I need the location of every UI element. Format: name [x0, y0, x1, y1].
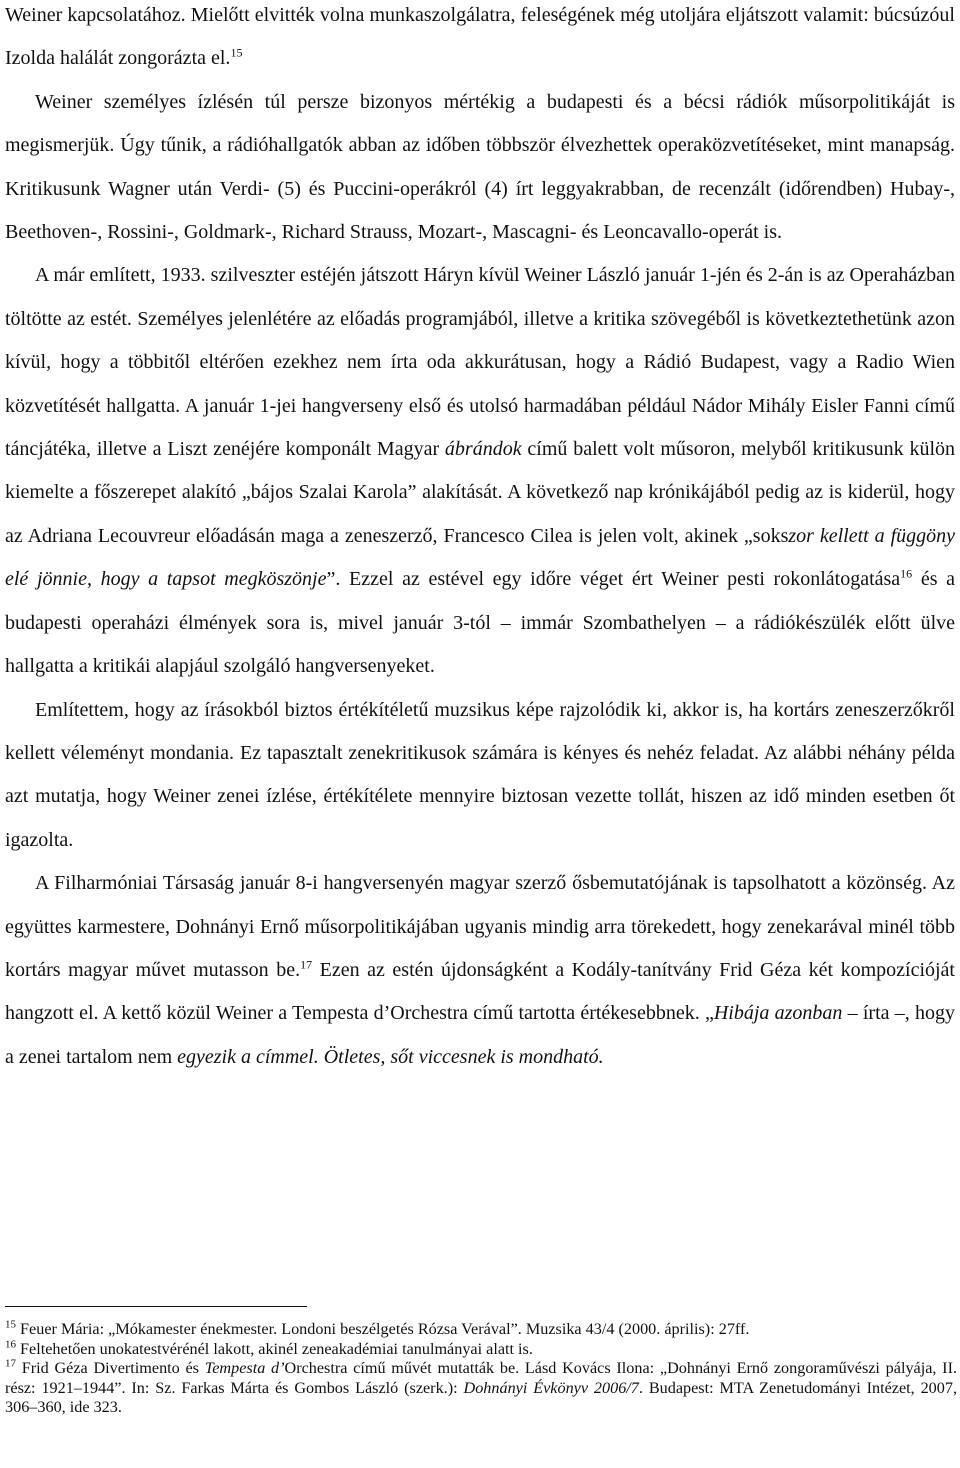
text-run: című balett volt műsoron, melyből kritikusunk külön kiemelte a főszerepet alakító „bájos Szalai Karola” alakítását. A következő nap krónikájából pedig az is kiderül, hogy az Adriana Lecouvreur előadásán maga a zeneszerző, Francesco Cilea is jelen volt, akinek „soks — [5, 438, 956, 547]
text-run: Feuer Mária: „Mókamester énekmester. Londoni beszélgetés Rózsa Verával”. Muzsika 43/4 (2000. április): 27ff. — [20, 1320, 750, 1338]
footnote-number: 16 — [5, 1338, 16, 1351]
italic-text: egyezik a címmel. Ötletes, sőt viccesnek is mondható. — [177, 1045, 604, 1068]
italic-text: zor kellett a függöny elé jönnie, hogy a tapsot megköszönje — [5, 524, 956, 591]
text-run: Ezen az estén újdonságként a Kodály-tanítvány Frid Géza két kompozícióját hangzott el. A kettő közül Weiner a Tempesta d’Orchestra című tartotta értékesebbnek. „ — [5, 958, 955, 1025]
paragraph — [5, 689, 955, 863]
footnote-number: 17 — [5, 1357, 16, 1370]
italic-text: Tempesta d’ — [204, 1359, 285, 1378]
footnote-ref: 15 — [230, 45, 243, 60]
main-text — [5, 0, 955, 1079]
text-run: Említettem, hogy az írásokból biztos értékítéletű muzsikus képe rajzolódik ki, akkor is, ha kortárs zeneszerzőkről kellett véleményt mondania. Ez tapasztalt zenekritikusok számára is kényes és nehéz feladat. Az alábbi néhány példa azt mutatja, hogy Weiner zenei ízlése, értékítélete mennyire biztosan vezette tollát, hiszen az idő minden esetben őt igazolta. — [5, 698, 955, 851]
paragraph — [5, 862, 955, 1079]
footnote-number: 15 — [5, 1318, 16, 1331]
text-run: Orchestra című művét mutatták be. Lásd Kovács Ilona: „Dohnányi Ernő zongoraművészi pályája, II. rész: 1921–1944”. In: Sz. Farkas Márta és Gombos László (szerk.): — [5, 1359, 958, 1397]
text-run: ”. Ezzel az estével egy időre véget ért Weiner pesti rokonlátogatása — [326, 568, 901, 591]
footnotes — [5, 1320, 957, 1418]
text-run: Frid Géza Divertimento és — [21, 1359, 205, 1378]
footnote — [5, 1320, 957, 1340]
text-run: Weiner kapcsolatához. Mielőtt elvitték volna munkaszolgálatra, feleségének még utoljára eljátszott valamit: búcsúzóul Izolda halálát zongorázta el. — [5, 4, 955, 70]
text-run: A már említett, 1933. szilveszter estéjén játszott Háryn kívül Weiner László január 1-jén és 2-án is az Operaházban töltötte az estét. Személyes jelenlétére az előadás programjából, illetve a kritika szövegéből is következtethetünk azon kívül, hogy a többitől eltérően ezekhez nem írta oda akkurátusan, hogy a Rádió Budapest, vagy a Radio Wien közvetítését hallgatta. A január 1-jei hangverseny első és utolsó harmadában például Nádor Mihály Eisler Fanni című táncjátéka, illetve a Liszt zenéjére komponált Magyar — [5, 264, 955, 461]
text-run: Feltehetően unokatestvérénél lakott, akinél zeneakadémiai tanulmányai alatt is. — [20, 1339, 533, 1358]
text-run: A Filharmóniai Társaság január 8-i hangversenyén magyar szerző ősbemutatójának is tapsolhatott a közönség. Az együttes karmestere, Dohnányi Ernő műsorpolitikájában ugyanis mindig arra törekedett, hogy zenekarával minél több kortárs magyar művet mutasson be. — [5, 872, 955, 981]
paragraph — [5, 81, 955, 255]
paragraph — [5, 254, 955, 688]
text-run: Weiner személyes ízlésén túl persze bizonyos mértékig a budapesti és a bécsi rádiók műsorpolitikáját is megismerjük. Úgy tűnik, a rádióhallgatók abban az időben többször élvezhettek operaközvetítéseket, mint manapság. Kritikusunk Wagner után Verdi- (5) és Puccini-operákról (4) írt leggyakrabban, de recenzált (időrendben) Hubay-, Beethoven-, Rossini-, Goldmark-, Richard Strauss, Mozart-, Mascagni- és Leoncavallo-operát is. — [5, 90, 955, 244]
footnote — [5, 1340, 957, 1360]
paragraph — [5, 0, 955, 81]
footnote-ref: 16 — [900, 566, 913, 581]
italic-text: ábrándok — [444, 438, 522, 461]
footnote-ref: 17 — [300, 957, 313, 972]
text-run: és a budapesti operaházi élmények sora is, mivel január 3-tól – immár Szombathelyen – a rádiókészülék előtt ülve hallgatta a kritikái alapjául szolgáló hangversenyeket. — [5, 568, 955, 678]
text-run: . Budapest: MTA Zenetudományi Intézet, 2007, 306–360, ide 323. — [5, 1378, 957, 1417]
italic-text: Dohnányi Évkönyv 2006/7 — [463, 1378, 639, 1397]
italic-text: Hibája azonban — [713, 1002, 843, 1025]
footnote-separator — [5, 1306, 307, 1307]
footnote — [5, 1359, 957, 1418]
text-run: – írta –, hogy a zenei tartalom nem — [5, 1002, 955, 1068]
